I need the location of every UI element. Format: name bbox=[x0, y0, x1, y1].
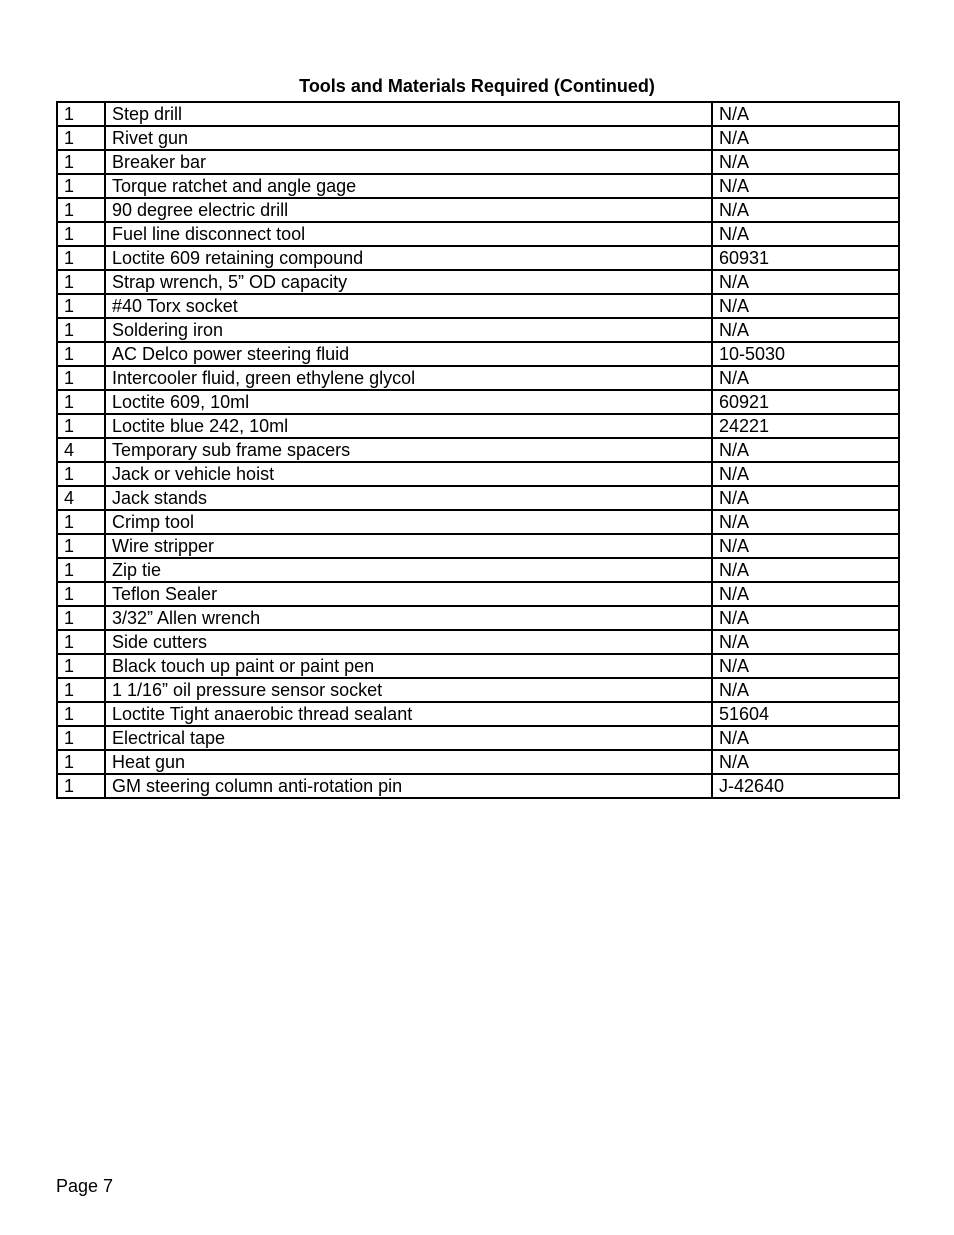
table-body bbox=[57, 102, 899, 798]
part-number-cell: N/A bbox=[712, 438, 899, 462]
table-row bbox=[57, 174, 899, 198]
table-row bbox=[57, 750, 899, 774]
quantity-cell: 1 bbox=[57, 606, 105, 630]
part-number-cell: N/A bbox=[712, 630, 899, 654]
part-number-cell: N/A bbox=[712, 606, 899, 630]
quantity-cell: 1 bbox=[57, 294, 105, 318]
quantity-cell: 1 bbox=[57, 390, 105, 414]
quantity-cell: 1 bbox=[57, 318, 105, 342]
description-cell: Rivet gun bbox=[105, 126, 712, 150]
table-row bbox=[57, 150, 899, 174]
quantity-cell: 1 bbox=[57, 558, 105, 582]
table-row bbox=[57, 126, 899, 150]
table-row bbox=[57, 558, 899, 582]
description-cell: Loctite 609, 10ml bbox=[105, 390, 712, 414]
table-row bbox=[57, 606, 899, 630]
quantity-cell: 1 bbox=[57, 678, 105, 702]
part-number-cell: N/A bbox=[712, 318, 899, 342]
description-cell: Loctite blue 242, 10ml bbox=[105, 414, 712, 438]
description-cell: Heat gun bbox=[105, 750, 712, 774]
description-cell: Black touch up paint or paint pen bbox=[105, 654, 712, 678]
quantity-cell: 1 bbox=[57, 534, 105, 558]
tools-materials-table bbox=[56, 101, 900, 799]
table-row bbox=[57, 678, 899, 702]
part-number-cell: 60931 bbox=[712, 246, 899, 270]
description-cell: Loctite Tight anaerobic thread sealant bbox=[105, 702, 712, 726]
quantity-cell: 1 bbox=[57, 102, 105, 126]
part-number-cell: N/A bbox=[712, 294, 899, 318]
quantity-cell: 1 bbox=[57, 198, 105, 222]
part-number-cell: N/A bbox=[712, 174, 899, 198]
description-cell: Teflon Sealer bbox=[105, 582, 712, 606]
description-cell: GM steering column anti-rotation pin bbox=[105, 774, 712, 798]
part-number-cell: N/A bbox=[712, 462, 899, 486]
quantity-cell: 4 bbox=[57, 438, 105, 462]
quantity-cell: 1 bbox=[57, 150, 105, 174]
table-row bbox=[57, 414, 899, 438]
quantity-cell: 1 bbox=[57, 246, 105, 270]
quantity-cell: 1 bbox=[57, 414, 105, 438]
page-number: Page 7 bbox=[56, 1176, 114, 1196]
description-cell: AC Delco power steering fluid bbox=[105, 342, 712, 366]
description-cell: Strap wrench, 5” OD capacity bbox=[105, 270, 712, 294]
description-cell: Intercooler fluid, green ethylene glycol bbox=[105, 366, 712, 390]
quantity-cell: 4 bbox=[57, 486, 105, 510]
table-row bbox=[57, 270, 899, 294]
quantity-cell: 1 bbox=[57, 630, 105, 654]
quantity-cell: 1 bbox=[57, 750, 105, 774]
description-cell: #40 Torx socket bbox=[105, 294, 712, 318]
table-row bbox=[57, 102, 899, 126]
description-cell: 90 degree electric drill bbox=[105, 198, 712, 222]
table-row bbox=[57, 366, 899, 390]
table-row bbox=[57, 486, 899, 510]
part-number-cell: N/A bbox=[712, 654, 899, 678]
part-number-cell: N/A bbox=[712, 750, 899, 774]
quantity-cell: 1 bbox=[57, 342, 105, 366]
quantity-cell: 1 bbox=[57, 462, 105, 486]
table-row bbox=[57, 438, 899, 462]
description-cell: Wire stripper bbox=[105, 534, 712, 558]
table-row bbox=[57, 246, 899, 270]
quantity-cell: 1 bbox=[57, 222, 105, 246]
description-cell: 1 1/16” oil pressure sensor socket bbox=[105, 678, 712, 702]
quantity-cell: 1 bbox=[57, 510, 105, 534]
quantity-cell: 1 bbox=[57, 126, 105, 150]
quantity-cell: 1 bbox=[57, 726, 105, 750]
part-number-cell: 60921 bbox=[712, 390, 899, 414]
part-number-cell: N/A bbox=[712, 534, 899, 558]
quantity-cell: 1 bbox=[57, 654, 105, 678]
table-row bbox=[57, 702, 899, 726]
part-number-cell: N/A bbox=[712, 102, 899, 126]
description-cell: Soldering iron bbox=[105, 318, 712, 342]
quantity-cell: 1 bbox=[57, 774, 105, 798]
description-cell: Temporary sub frame spacers bbox=[105, 438, 712, 462]
description-cell: Zip tie bbox=[105, 558, 712, 582]
description-cell: Electrical tape bbox=[105, 726, 712, 750]
part-number-cell: 24221 bbox=[712, 414, 899, 438]
part-number-cell: N/A bbox=[712, 582, 899, 606]
table-row bbox=[57, 582, 899, 606]
part-number-cell: N/A bbox=[712, 726, 899, 750]
table-row bbox=[57, 510, 899, 534]
description-cell: Side cutters bbox=[105, 630, 712, 654]
part-number-cell: N/A bbox=[712, 510, 899, 534]
part-number-cell: 51604 bbox=[712, 702, 899, 726]
part-number-cell: N/A bbox=[712, 198, 899, 222]
description-cell: Jack stands bbox=[105, 486, 712, 510]
part-number-cell: N/A bbox=[712, 126, 899, 150]
quantity-cell: 1 bbox=[57, 366, 105, 390]
description-cell: 3/32” Allen wrench bbox=[105, 606, 712, 630]
table-row bbox=[57, 318, 899, 342]
part-number-cell: N/A bbox=[712, 150, 899, 174]
table-row bbox=[57, 654, 899, 678]
part-number-cell: N/A bbox=[712, 366, 899, 390]
part-number-cell: N/A bbox=[712, 486, 899, 510]
quantity-cell: 1 bbox=[57, 582, 105, 606]
quantity-cell: 1 bbox=[57, 270, 105, 294]
description-cell: Step drill bbox=[105, 102, 712, 126]
table-title: Tools and Materials Required (Continued) bbox=[299, 76, 655, 96]
description-cell: Fuel line disconnect tool bbox=[105, 222, 712, 246]
table-row bbox=[57, 342, 899, 366]
table-row bbox=[57, 774, 899, 798]
table-row bbox=[57, 222, 899, 246]
part-number-cell: J-42640 bbox=[712, 774, 899, 798]
table-row bbox=[57, 630, 899, 654]
part-number-cell: N/A bbox=[712, 558, 899, 582]
table-row bbox=[57, 726, 899, 750]
table-row bbox=[57, 198, 899, 222]
quantity-cell: 1 bbox=[57, 174, 105, 198]
table-row bbox=[57, 390, 899, 414]
table-row bbox=[57, 294, 899, 318]
quantity-cell: 1 bbox=[57, 702, 105, 726]
description-cell: Jack or vehicle hoist bbox=[105, 462, 712, 486]
table-row bbox=[57, 462, 899, 486]
description-cell: Torque ratchet and angle gage bbox=[105, 174, 712, 198]
table-row bbox=[57, 534, 899, 558]
description-cell: Loctite 609 retaining compound bbox=[105, 246, 712, 270]
part-number-cell: N/A bbox=[712, 678, 899, 702]
part-number-cell: 10-5030 bbox=[712, 342, 899, 366]
part-number-cell: N/A bbox=[712, 222, 899, 246]
description-cell: Breaker bar bbox=[105, 150, 712, 174]
description-cell: Crimp tool bbox=[105, 510, 712, 534]
part-number-cell: N/A bbox=[712, 270, 899, 294]
